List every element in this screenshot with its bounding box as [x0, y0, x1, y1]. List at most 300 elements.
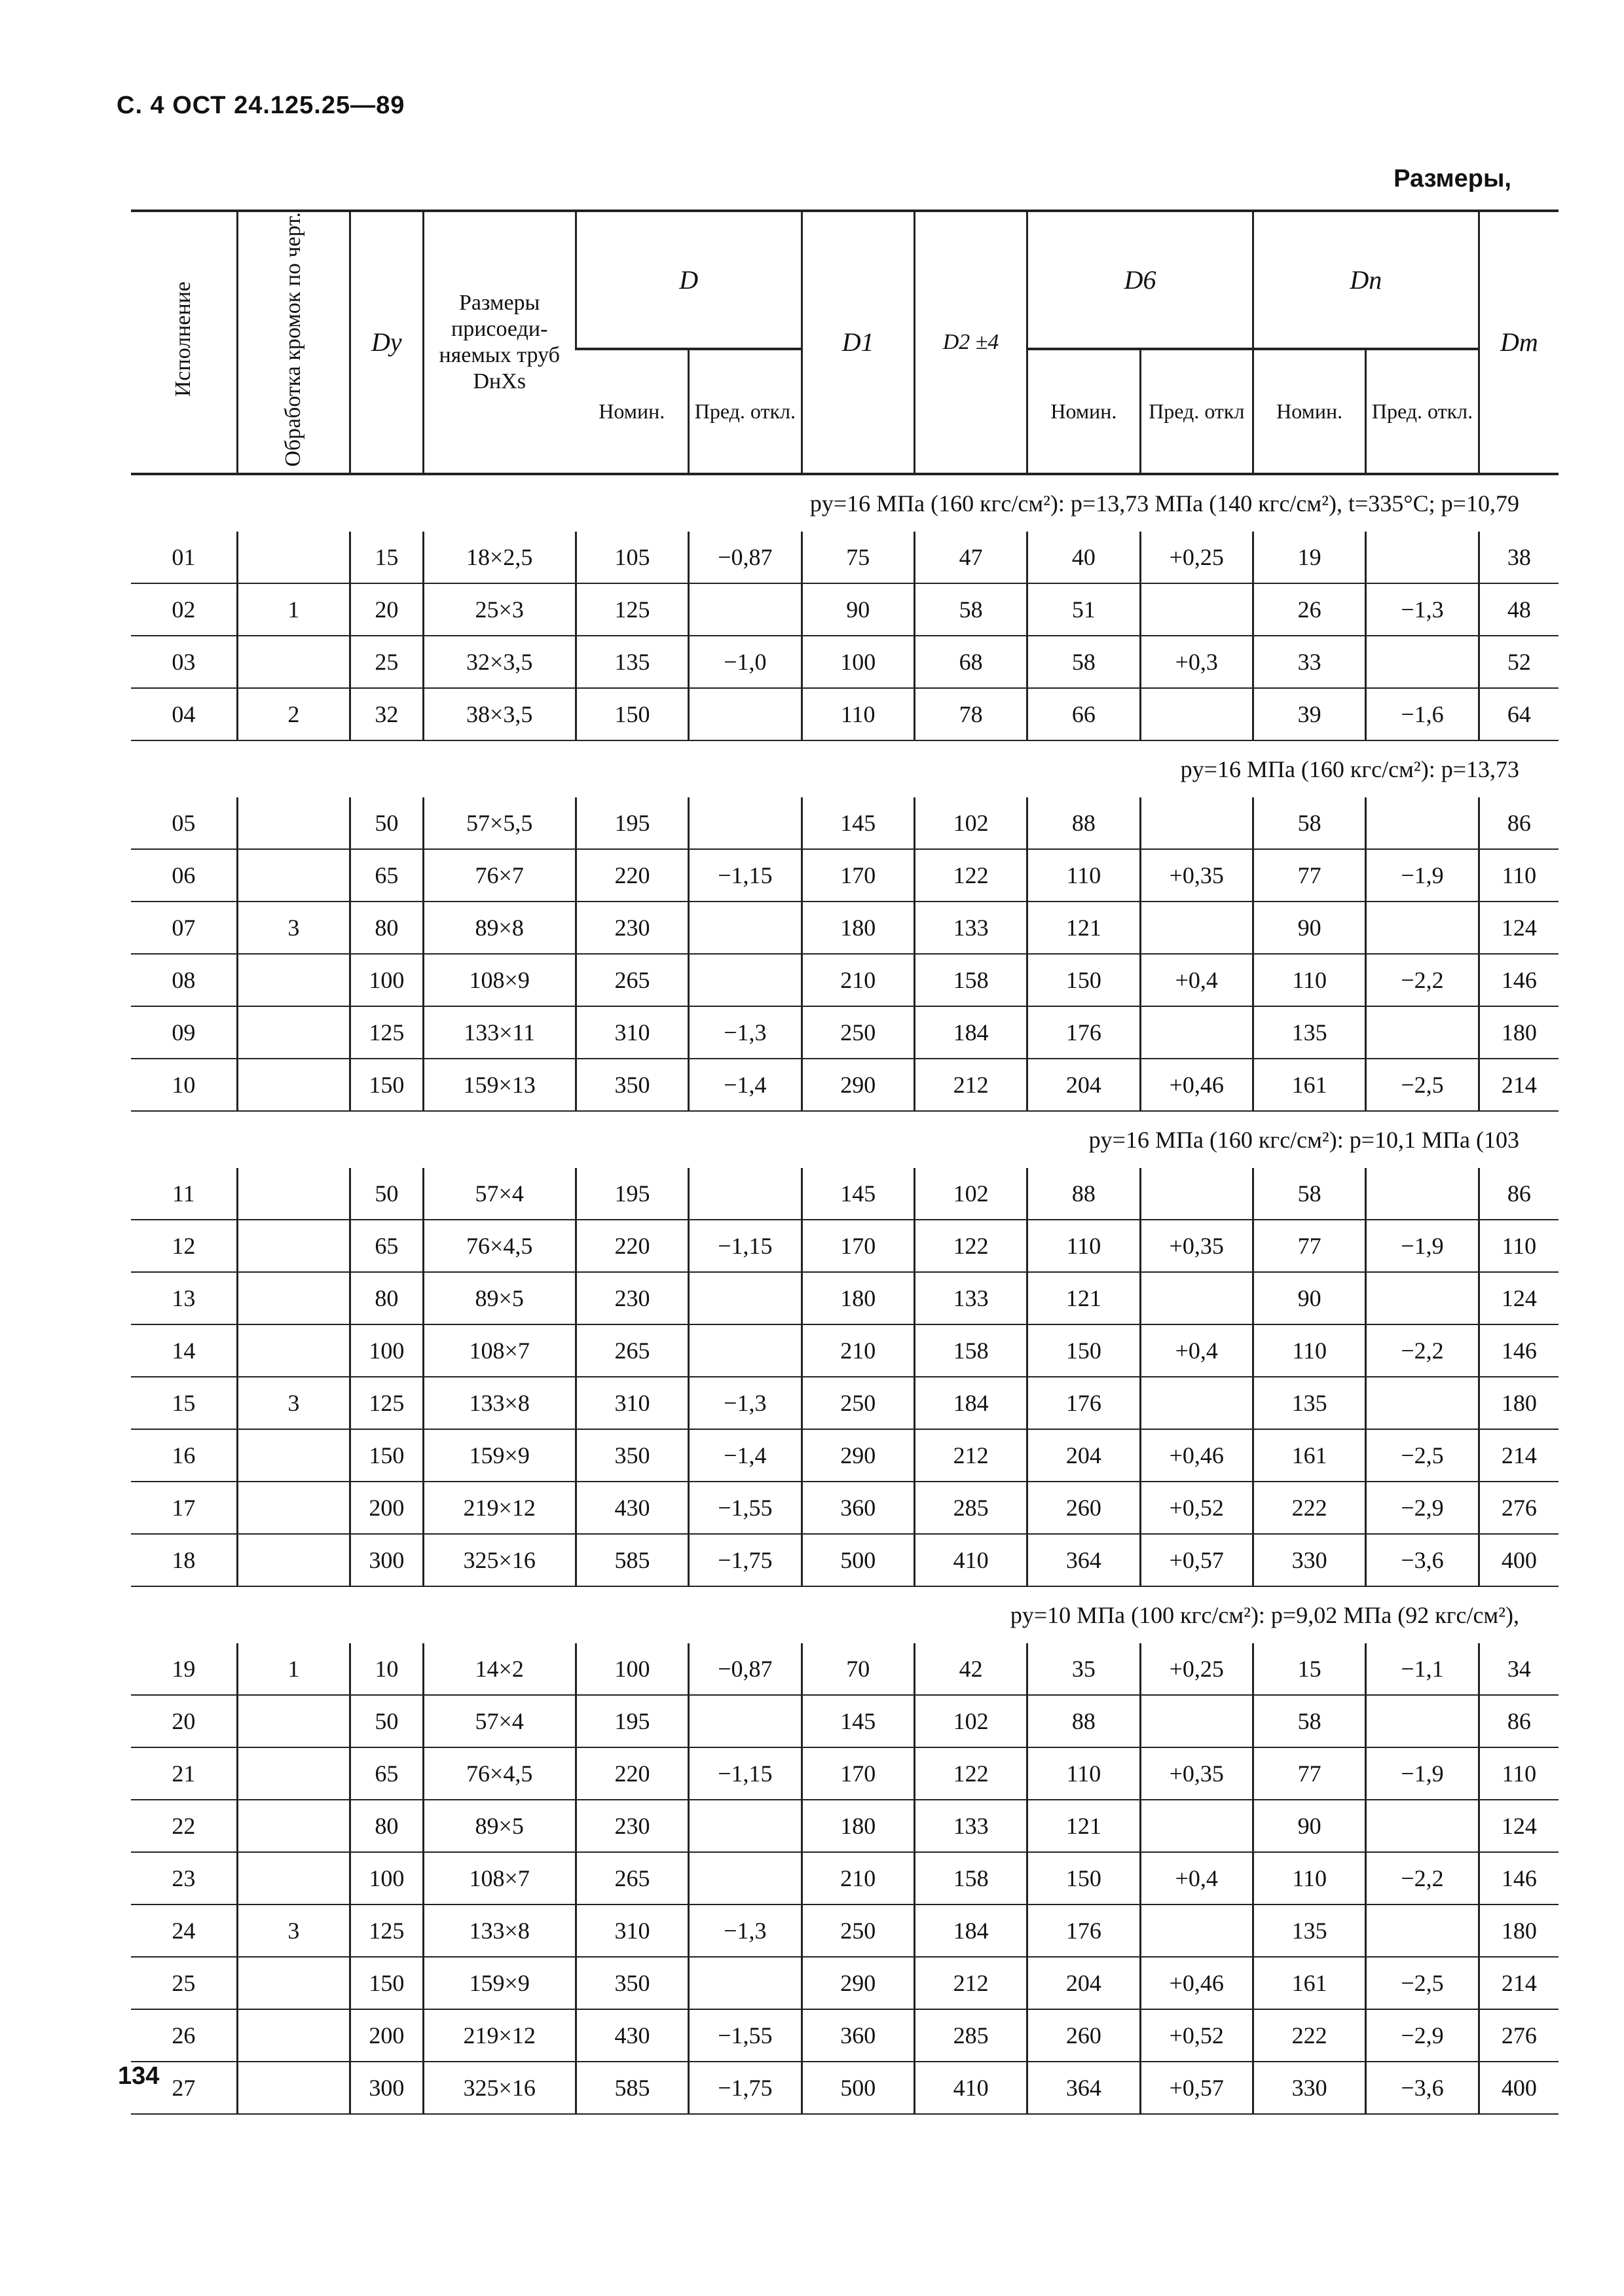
table-cell: 161	[1253, 1957, 1365, 2009]
table-cell: 250	[802, 1904, 914, 1957]
table-cell: −1,4	[689, 1059, 802, 1111]
table-cell: 78	[914, 688, 1027, 740]
table-cell: 300	[350, 1534, 424, 1586]
table-cell: 32	[350, 688, 424, 740]
table-cell: 276	[1479, 2009, 1559, 2062]
table-cell: 364	[1027, 1534, 1140, 1586]
table-cell	[237, 1800, 350, 1852]
table-cell: 219×12	[423, 1482, 576, 1534]
table-row	[131, 849, 1559, 902]
table-cell: 58	[914, 583, 1027, 636]
table-cell: 222	[1253, 2009, 1365, 2062]
table-cell: −3,6	[1366, 1534, 1479, 1586]
table-cell: 39	[1253, 688, 1365, 740]
table-cell: 13	[131, 1272, 237, 1324]
table-cell	[689, 688, 802, 740]
table-cell	[237, 2009, 350, 2062]
table-cell: −1,9	[1366, 849, 1479, 902]
table-cell: 68	[914, 636, 1027, 688]
pressure-row	[131, 1111, 1559, 1168]
table-cell: 150	[1027, 1852, 1140, 1904]
table-cell: 219×12	[423, 2009, 576, 2062]
table-cell: +0,52	[1140, 2009, 1253, 2062]
table-cell: −1,15	[689, 1747, 802, 1800]
table-cell: 176	[1027, 1006, 1140, 1059]
table-cell: 145	[802, 797, 914, 849]
col-Dn-nom: Номин.	[1253, 349, 1365, 474]
table-cell: 3	[237, 1377, 350, 1429]
col-D-header: D	[576, 211, 802, 349]
table-cell: 110	[1253, 1852, 1365, 1904]
table-cell: 135	[1253, 1377, 1365, 1429]
table-cell: 150	[1027, 954, 1140, 1006]
table-cell	[237, 1272, 350, 1324]
table-cell: −0,87	[689, 532, 802, 583]
table-cell	[1140, 1272, 1253, 1324]
table-cell: 102	[914, 1168, 1027, 1220]
table-cell: 158	[914, 954, 1027, 1006]
table-row	[131, 1168, 1559, 1220]
table-cell	[1366, 1904, 1479, 1957]
table-cell: 20	[350, 583, 424, 636]
table-cell	[237, 1852, 350, 1904]
table-cell: 03	[131, 636, 237, 688]
table-cell	[237, 532, 350, 583]
table-cell: 108×7	[423, 1324, 576, 1377]
table-cell: 300	[350, 2062, 424, 2114]
pressure-conditions: py=16 МПа (160 кгс/см²): p=13,73	[1180, 756, 1519, 782]
table-cell: 21	[131, 1747, 237, 1800]
table-cell: 161	[1253, 1429, 1365, 1482]
table-cell: 20	[131, 1695, 237, 1747]
table-cell: 410	[914, 2062, 1027, 2114]
table-cell: 110	[1479, 1747, 1559, 1800]
table-cell: 32×3,5	[423, 636, 576, 688]
table-cell: 110	[1479, 1220, 1559, 1272]
table-cell: 77	[1253, 1220, 1365, 1272]
col-sizes-header: Размеры присоеди-няемых труб DнXs	[423, 211, 576, 474]
table-cell: 350	[576, 1429, 688, 1482]
pressure-conditions: py=16 МПа (160 кгс/см²): p=13,73 МПа (140 кгс/см²), t=335°С; p=10,79	[809, 490, 1519, 517]
table-cell: 89×5	[423, 1800, 576, 1852]
table-cell	[237, 849, 350, 902]
table-cell: 86	[1479, 1168, 1559, 1220]
table-cell: 100	[350, 1852, 424, 1904]
col-D-nom: Номин.	[576, 349, 688, 474]
table-cell: −1,75	[689, 2062, 802, 2114]
table-cell: 58	[1253, 1168, 1365, 1220]
table-cell: 222	[1253, 1482, 1365, 1534]
table-cell: 76×4,5	[423, 1220, 576, 1272]
table-cell: 3	[237, 1904, 350, 1957]
table-cell: 88	[1027, 1168, 1140, 1220]
table-cell: 159×9	[423, 1957, 576, 2009]
table-cell: 15	[350, 532, 424, 583]
table-cell	[1140, 1168, 1253, 1220]
table-cell: −2,2	[1366, 954, 1479, 1006]
table-cell: 26	[1253, 583, 1365, 636]
table-cell: 80	[350, 1272, 424, 1324]
table-cell: 250	[802, 1377, 914, 1429]
table-cell	[237, 797, 350, 849]
table-cell: 38	[1479, 532, 1559, 583]
table-cell: 52	[1479, 636, 1559, 688]
table-cell: 100	[802, 636, 914, 688]
table-cell: −1,3	[689, 1904, 802, 1957]
table-row	[131, 1534, 1559, 1586]
table-cell: 40	[1027, 532, 1140, 583]
table-cell: 90	[1253, 1272, 1365, 1324]
table-cell	[237, 954, 350, 1006]
table-cell: 110	[1253, 954, 1365, 1006]
table-cell: 10	[131, 1059, 237, 1111]
table-cell	[237, 1168, 350, 1220]
table-cell: 89×5	[423, 1272, 576, 1324]
table-cell: 180	[802, 902, 914, 954]
table-cell: 09	[131, 1006, 237, 1059]
table-cell: 125	[350, 1904, 424, 1957]
table-cell: 65	[350, 849, 424, 902]
table-cell: 19	[131, 1643, 237, 1695]
dimensions-label: Размеры,	[1393, 165, 1511, 192]
table-cell: 90	[1253, 1800, 1365, 1852]
table-row	[131, 2062, 1559, 2114]
table-cell: 325×16	[423, 1534, 576, 1586]
table-cell: 133×8	[423, 1377, 576, 1429]
table-cell: 230	[576, 1272, 688, 1324]
table-cell: −3,6	[1366, 2062, 1479, 2114]
table-row	[131, 583, 1559, 636]
table-cell: 100	[350, 1324, 424, 1377]
table-cell: 360	[802, 2009, 914, 2062]
table-cell: −2,5	[1366, 1957, 1479, 2009]
col-D1-header: D1	[802, 211, 914, 474]
table-cell: 180	[1479, 1006, 1559, 1059]
table-cell: −2,5	[1366, 1429, 1479, 1482]
table-cell: 133	[914, 902, 1027, 954]
table-cell: 285	[914, 1482, 1027, 1534]
table-cell: 184	[914, 1006, 1027, 1059]
table-cell	[689, 954, 802, 1006]
table-cell: 122	[914, 1747, 1027, 1800]
table-cell: 02	[131, 583, 237, 636]
table-cell	[1366, 1695, 1479, 1747]
table-cell: 110	[1027, 849, 1140, 902]
table-cell	[237, 1006, 350, 1059]
table-cell	[1366, 1377, 1479, 1429]
table-cell: 350	[576, 1957, 688, 2009]
table-cell: 159×9	[423, 1429, 576, 1482]
table-cell: 125	[350, 1377, 424, 1429]
table-cell	[1366, 636, 1479, 688]
table-cell: 100	[576, 1643, 688, 1695]
table-row	[131, 1006, 1559, 1059]
table-row	[131, 1852, 1559, 1904]
table-cell: 290	[802, 1429, 914, 1482]
table-cell: 57×4	[423, 1695, 576, 1747]
col-D2-header: D2 ±4	[914, 211, 1027, 474]
table-cell: 285	[914, 2009, 1027, 2062]
table-cell: 220	[576, 849, 688, 902]
table-cell: 430	[576, 2009, 688, 2062]
table-cell: +0,25	[1140, 532, 1253, 583]
table-cell: 26	[131, 2009, 237, 2062]
table-cell	[689, 1324, 802, 1377]
table-cell	[689, 583, 802, 636]
table-cell	[1366, 797, 1479, 849]
table-cell	[689, 1957, 802, 2009]
table-cell: 195	[576, 797, 688, 849]
table-row	[131, 636, 1559, 688]
page-number: 134	[118, 2062, 160, 2090]
table-cell: 25	[131, 1957, 237, 2009]
table-cell: 108×9	[423, 954, 576, 1006]
table-cell: 105	[576, 532, 688, 583]
table-cell: 35	[1027, 1643, 1140, 1695]
table-cell: −2,9	[1366, 1482, 1479, 1534]
table-cell	[689, 1168, 802, 1220]
table-cell: 158	[914, 1852, 1027, 1904]
table-cell: 70	[802, 1643, 914, 1695]
table-cell	[1140, 902, 1253, 954]
table-cell: 210	[802, 954, 914, 1006]
table-row	[131, 1643, 1559, 1695]
table-cell: −1,15	[689, 849, 802, 902]
table-cell: 16	[131, 1429, 237, 1482]
table-cell: 310	[576, 1904, 688, 1957]
table-cell: 265	[576, 1852, 688, 1904]
table-cell: 1	[237, 1643, 350, 1695]
table-cell: 88	[1027, 797, 1140, 849]
table-cell: 150	[576, 688, 688, 740]
table-cell: 210	[802, 1324, 914, 1377]
table-cell: 200	[350, 2009, 424, 2062]
table-cell: 210	[802, 1852, 914, 1904]
table-cell: 124	[1479, 1800, 1559, 1852]
table-cell: 50	[350, 1695, 424, 1747]
table-row	[131, 1695, 1559, 1747]
col-Dn-header: Dn	[1253, 211, 1479, 349]
table-cell: 122	[914, 1220, 1027, 1272]
table-cell: +0,4	[1140, 1852, 1253, 1904]
table-cell: 220	[576, 1220, 688, 1272]
table-cell: 230	[576, 902, 688, 954]
table-cell: 145	[802, 1695, 914, 1747]
table-cell: −1,9	[1366, 1747, 1479, 1800]
table-cell: 15	[131, 1377, 237, 1429]
table-cell	[689, 902, 802, 954]
table-cell	[237, 1695, 350, 1747]
table-cell: 585	[576, 1534, 688, 1586]
table-cell: 180	[1479, 1377, 1559, 1429]
table-cell: 360	[802, 1482, 914, 1534]
table-cell	[1140, 583, 1253, 636]
table-cell: 76×4,5	[423, 1747, 576, 1800]
table-cell: 76×7	[423, 849, 576, 902]
table-cell: +0,57	[1140, 2062, 1253, 2114]
table-cell	[237, 1482, 350, 1534]
table-cell: 212	[914, 1059, 1027, 1111]
table-cell: 125	[576, 583, 688, 636]
table-cell: 400	[1479, 1534, 1559, 1586]
table-cell: 50	[350, 1168, 424, 1220]
table-cell: 47	[914, 532, 1027, 583]
col-D-pred: Пред. откл.	[689, 349, 802, 474]
table-cell: 10	[350, 1643, 424, 1695]
col-dy-header: Dy	[350, 211, 424, 474]
table-cell: 65	[350, 1747, 424, 1800]
table-cell: 12	[131, 1220, 237, 1272]
table-cell: −1,1	[1366, 1643, 1479, 1695]
table-cell: 161	[1253, 1059, 1365, 1111]
table-cell: 212	[914, 1957, 1027, 2009]
flange-dimensions-table	[131, 210, 1559, 2115]
table-cell: −1,55	[689, 2009, 802, 2062]
table-cell: −0,87	[689, 1643, 802, 1695]
table-cell: 176	[1027, 1904, 1140, 1957]
table-cell: 180	[1479, 1904, 1559, 1957]
table-row	[131, 1324, 1559, 1377]
col-Dn-pred: Пред. откл.	[1366, 349, 1479, 474]
table-cell: 146	[1479, 954, 1559, 1006]
table-row	[131, 1800, 1559, 1852]
table-cell: 01	[131, 532, 237, 583]
table-cell	[689, 1852, 802, 1904]
table-cell: 184	[914, 1377, 1027, 1429]
table-cell: 86	[1479, 797, 1559, 849]
table-cell: 410	[914, 1534, 1027, 1586]
table-cell: 14×2	[423, 1643, 576, 1695]
table-cell: 34	[1479, 1643, 1559, 1695]
table-cell: −1,0	[689, 636, 802, 688]
table-cell: 135	[576, 636, 688, 688]
table-cell	[1140, 1904, 1253, 1957]
table-cell: 80	[350, 902, 424, 954]
table-cell: +0,25	[1140, 1643, 1253, 1695]
table-cell: 180	[802, 1800, 914, 1852]
table-cell: +0,4	[1140, 1324, 1253, 1377]
table-row	[131, 1957, 1559, 2009]
table-cell: 133	[914, 1272, 1027, 1324]
table-cell: 1	[237, 583, 350, 636]
table-cell	[237, 1534, 350, 1586]
table-cell: 11	[131, 1168, 237, 1220]
table-cell: 90	[1253, 902, 1365, 954]
table-cell: 330	[1253, 2062, 1365, 2114]
table-cell: 170	[802, 1220, 914, 1272]
table-cell: 212	[914, 1429, 1027, 1482]
table-cell: 23	[131, 1852, 237, 1904]
table-cell: +0,4	[1140, 954, 1253, 1006]
table-cell: 204	[1027, 1957, 1140, 2009]
table-cell: 150	[350, 1059, 424, 1111]
table-cell	[237, 1957, 350, 2009]
table-cell: −2,5	[1366, 1059, 1479, 1111]
table-cell: −1,75	[689, 1534, 802, 1586]
table-cell: 290	[802, 1059, 914, 1111]
pressure-conditions: py=10 МПа (100 кгс/см²): p=9,02 МПа (92 кгс/см²),	[1010, 1601, 1519, 1628]
table-cell: 33	[1253, 636, 1365, 688]
table-cell: 57×5,5	[423, 797, 576, 849]
table-row	[131, 688, 1559, 740]
col-Dm-header: Dm	[1479, 211, 1559, 474]
table-cell: +0,46	[1140, 1429, 1253, 1482]
table-row	[131, 1747, 1559, 1800]
table-cell: 133×11	[423, 1006, 576, 1059]
table-cell: 265	[576, 1324, 688, 1377]
table-cell: 58	[1253, 797, 1365, 849]
table-cell: 290	[802, 1957, 914, 2009]
table-cell: 214	[1479, 1059, 1559, 1111]
table-cell: −2,9	[1366, 2009, 1479, 2062]
table-cell: 145	[802, 1168, 914, 1220]
table-cell: 214	[1479, 1429, 1559, 1482]
table-cell: 121	[1027, 1272, 1140, 1324]
table-cell: 500	[802, 1534, 914, 1586]
table-cell: 195	[576, 1168, 688, 1220]
table-cell: 110	[1253, 1324, 1365, 1377]
table-cell: 06	[131, 849, 237, 902]
table-cell	[1366, 1800, 1479, 1852]
table-cell: 51	[1027, 583, 1140, 636]
table-cell	[1140, 688, 1253, 740]
table-cell: 50	[350, 797, 424, 849]
table-row	[131, 1482, 1559, 1534]
table-cell: 125	[350, 1006, 424, 1059]
table-cell: 184	[914, 1904, 1027, 1957]
table-cell: 150	[350, 1957, 424, 2009]
table-cell: 585	[576, 2062, 688, 2114]
table-cell: 15	[1253, 1643, 1365, 1695]
table-cell: 133×8	[423, 1904, 576, 1957]
table-cell: 260	[1027, 2009, 1140, 2062]
table-cell: 3	[237, 902, 350, 954]
table-cell: 121	[1027, 1800, 1140, 1852]
table-cell: 22	[131, 1800, 237, 1852]
table-cell: 124	[1479, 1272, 1559, 1324]
pressure-conditions: py=16 МПа (160 кгс/см²): p=10,1 МПа (103	[1088, 1126, 1519, 1153]
table-cell: −2,2	[1366, 1852, 1479, 1904]
col-isp-header: Исполнение	[131, 211, 237, 474]
table-row	[131, 532, 1559, 583]
table-cell: 204	[1027, 1059, 1140, 1111]
table-cell: 276	[1479, 1482, 1559, 1534]
table-cell: 19	[1253, 532, 1365, 583]
table-cell	[237, 2062, 350, 2114]
table-cell: 195	[576, 1695, 688, 1747]
table-cell: 430	[576, 1482, 688, 1534]
table-cell: 102	[914, 797, 1027, 849]
table-cell: 110	[1027, 1747, 1140, 1800]
table-cell: 146	[1479, 1324, 1559, 1377]
page-header: С. 4 ОСТ 24.125.25—89	[117, 92, 405, 119]
table-cell: 150	[1027, 1324, 1140, 1377]
table-cell	[237, 1059, 350, 1111]
table-cell: 38×3,5	[423, 688, 576, 740]
table-cell: 159×13	[423, 1059, 576, 1111]
table-cell: 170	[802, 1747, 914, 1800]
table-cell: 42	[914, 1643, 1027, 1695]
table-cell: 88	[1027, 1695, 1140, 1747]
table-cell: 150	[350, 1429, 424, 1482]
table-cell: 500	[802, 2062, 914, 2114]
table-cell: 135	[1253, 1006, 1365, 1059]
table-cell: 18×2,5	[423, 532, 576, 583]
table-cell: 100	[350, 954, 424, 1006]
table-row	[131, 1272, 1559, 1324]
col-obr-header: Обработка кромок по черт.	[237, 211, 350, 474]
table-cell	[237, 1220, 350, 1272]
